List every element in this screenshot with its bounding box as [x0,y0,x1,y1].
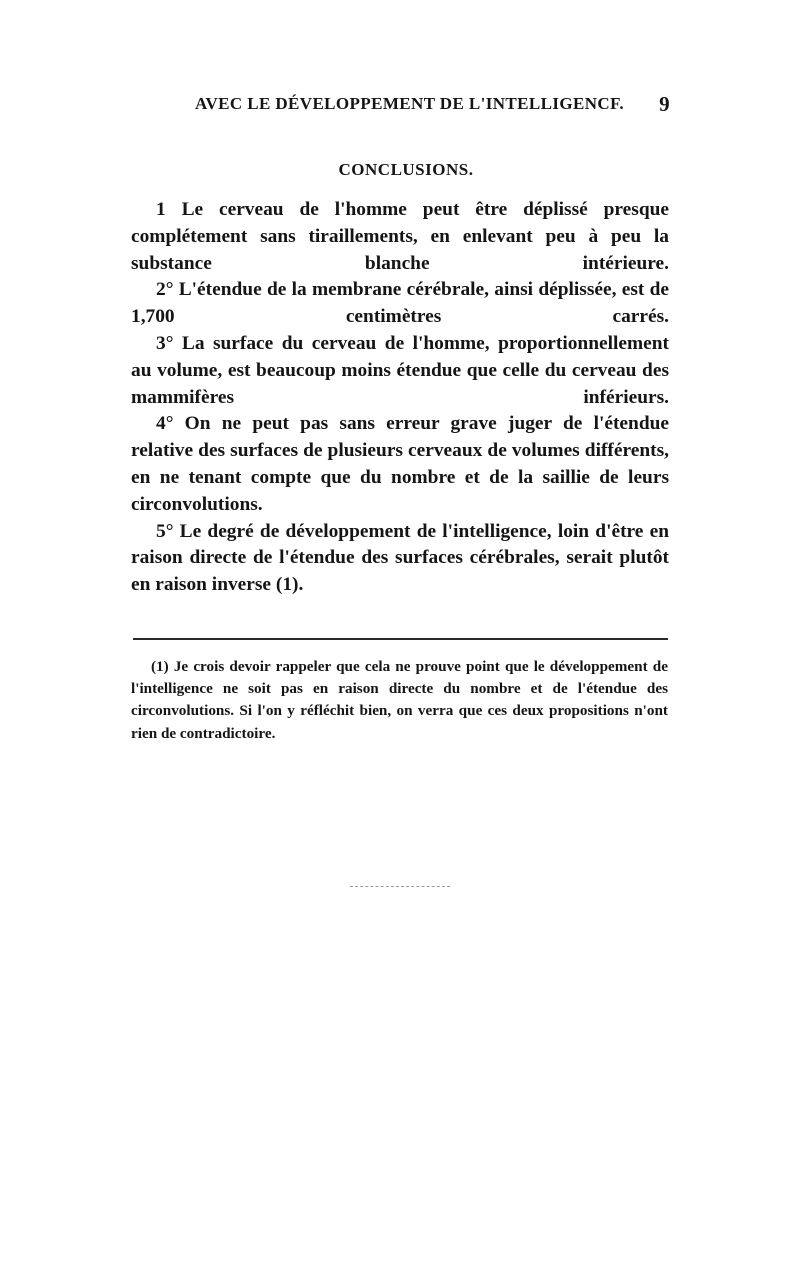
running-title: AVEC LE DÉVELOPPEMENT DE L'INTELLIGENCF. [195,94,624,113]
section-title: CONCLUSIONS. [338,160,474,179]
footnote [131,656,668,745]
conclusion-paragraph-5: 5° Le degré de développement de l'intelligence, loin d'être en raison directe de l'étendue des surfaces cérébrales, serait plutôt en raison inverse (1). [131,520,669,596]
conclusions-list [131,197,669,599]
conclusion-paragraph-4: 4° On ne peut pas sans erreur grave juger de l'étendue relative des surfaces de plusieurs cerveaux de volumes différents, en ne tenant compte que du nombre et de la saillie de leurs circonvolutions. [131,413,669,515]
footnote-separator-rule [133,638,668,640]
conclusion-paragraph-1: 1 Le cerveau de l'homme peut être déplissé presque complétement sans tiraillements, en enlevant peu à peu la substance blanche intérieure. [131,199,669,274]
conclusion-paragraph-2: 2° L'étendue de la membrane cérébrale, ainsi déplissée, est de 1,700 centimètres carrés. [131,279,669,328]
page-end-ornament [350,886,450,887]
conclusion-paragraph-3: 3° La surface du cerveau de l'homme, proportionnellement au volume, est beaucoup moins étendue que celle du cerveau des mammifères inférieurs. [131,332,669,408]
page-number: 9 [659,92,670,116]
running-head [195,94,670,120]
footnote-text: (1) Je crois devoir rappeler que cela ne prouve point que le développement de l'intelligence ne soit pas en raison directe du nombre et de l'étendue des circonvolutions. Si l'on y réfléchit bien, on verra que ces deux propositions n'ont rien de contradictoire. [131,658,668,742]
